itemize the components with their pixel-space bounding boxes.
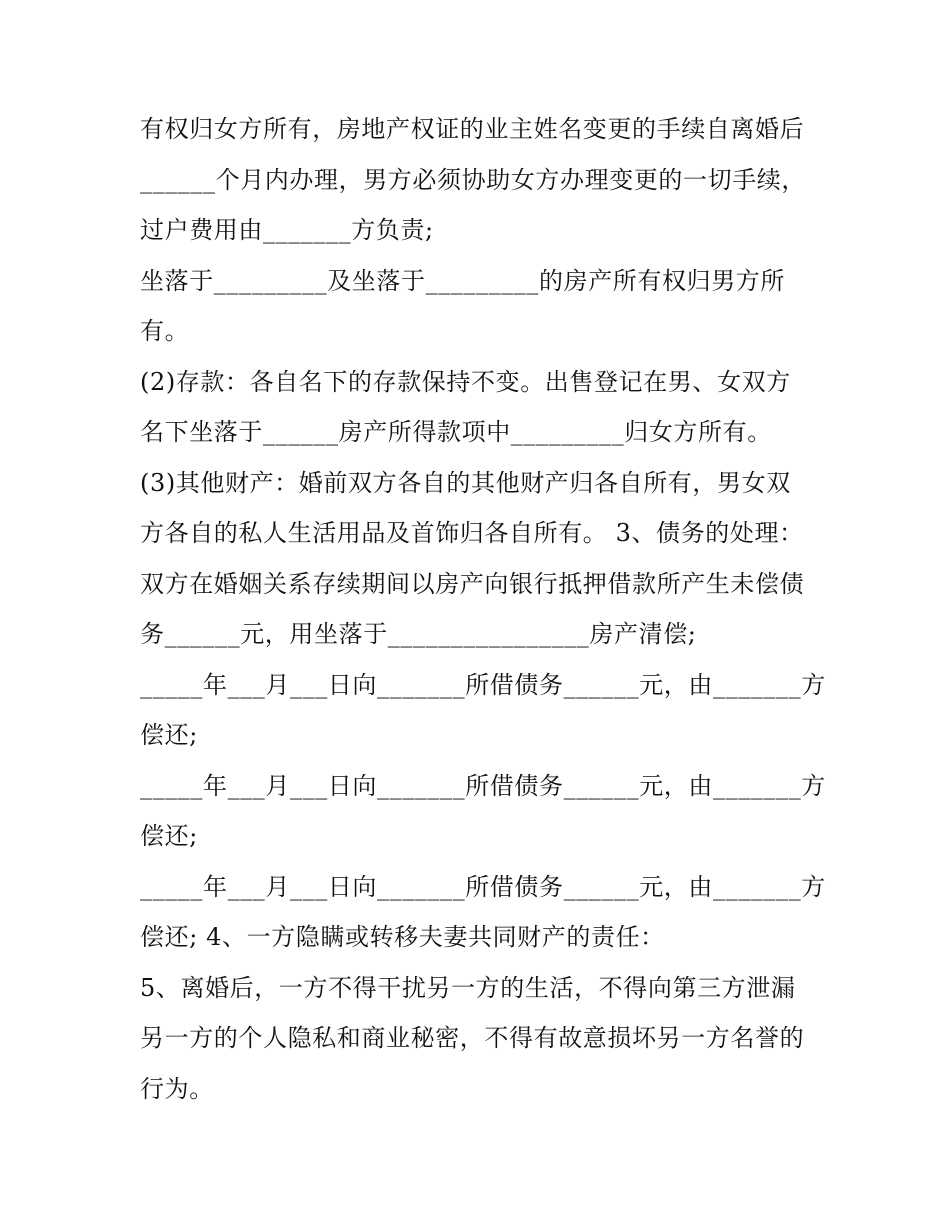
body-text xyxy=(140,104,830,1114)
text-line: 有权归女方所有，房地产权证的业主姓名变更的手续自离婚后 xyxy=(140,115,805,143)
text-line: 另一方的个人隐私和商业秘密，不得有故意损坏另一方名誉的 xyxy=(140,1024,805,1052)
text-line: 名下坐落于______房产所得款项中_________归女方所有。 xyxy=(140,418,772,446)
text-line: _____年___月___日向_______所借债务______元，由_______方 xyxy=(140,771,826,800)
text-line: (2)存款：各自名下的存款保持不变。出售登记在男、女双方 xyxy=(140,367,791,396)
text-line: 双方在婚姻关系存续期间以房产向银行抵押借款所产生未偿债 xyxy=(140,569,805,598)
text-line: _____年___月___日向_______所借债务______元，由_______方 xyxy=(140,872,826,901)
text-line: 务______元，用坐落于________________房产清偿; xyxy=(140,620,697,648)
text-line: _____年___月___日向_______所借债务______元，由_______方 xyxy=(140,670,826,699)
text-line: 行为。 xyxy=(140,1074,214,1103)
text-line: 有。 xyxy=(140,317,190,345)
text-line: 过户费用由_______方负责; xyxy=(140,216,434,244)
text-line: 方各自的私人生活用品及首饰归各自所有。 3、债务的处理： xyxy=(140,519,804,547)
text-line: 偿还; xyxy=(140,721,198,749)
text-line: 坐落于_________及坐落于_________的房产所有权归男方所 xyxy=(140,266,785,295)
text-line: 偿还; 4、一方隐瞒或转移夫妻共同财产的责任： xyxy=(140,923,665,951)
text-line: (3)其他财产：婚前双方各自的其他财产归各自所有，男女双 xyxy=(140,468,791,497)
text-line: 5、离婚后，一方不得干扰另一方的生活，不得向第三方泄漏 xyxy=(140,973,796,1002)
text-line: ______个月内办理，男方必须协助女方办理变更的一切手续， xyxy=(140,165,806,194)
text-line: 偿还; xyxy=(140,822,198,850)
